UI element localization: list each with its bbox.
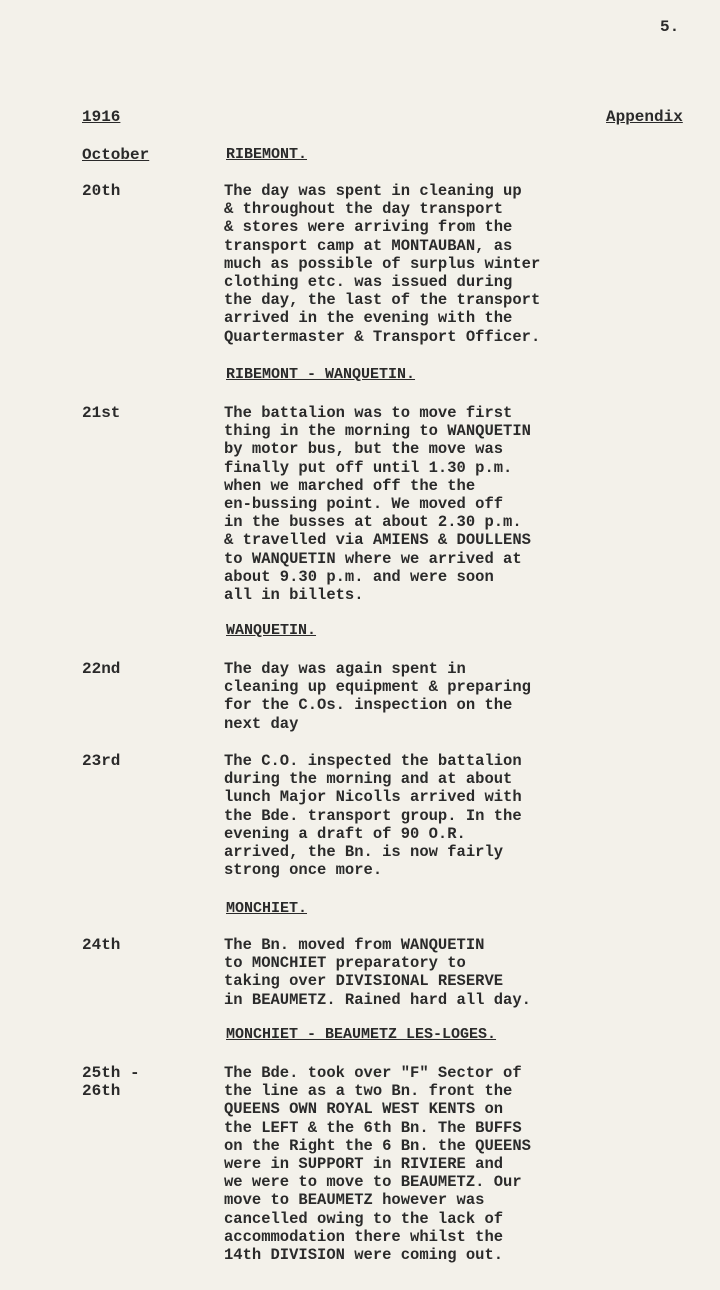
entry-date: 24th [82,936,121,954]
entry-line: in the busses at about 2.30 p.m. [224,513,522,532]
page-number: 5. [660,18,680,36]
entry-line: were in SUPPORT in RIVIERE and [224,1155,504,1174]
entry-line: & stores were arriving from the [224,218,513,237]
entry-line: strong once more. [224,861,383,880]
entry-line: we were to move to BEAUMETZ. Our [224,1173,522,1192]
entry-line: lunch Major Nicolls arrived with [224,788,522,807]
entry-line: about 9.30 p.m. and were soon [224,567,494,586]
entry-text [224,182,604,346]
entry-line: finally put off until 1.30 p.m. [224,458,513,477]
entry-date: 20th [82,182,121,200]
entry-line: for the C.Os. inspection on the [224,696,513,715]
entry-line: the line as a two Bn. front the [224,1082,513,1101]
year-header: 1916 [82,108,121,126]
entry-date: 22nd [82,660,121,678]
entry-line: The battalion was to move first [224,404,513,422]
entry-line: next day [224,714,299,733]
entry-line: cancelled owing to the lack of [224,1209,504,1228]
entry-line: during the morning and at about [224,770,513,789]
entry-line: evening a draft of 90 O.R. [224,824,466,843]
location-heading: MONCHIET. [226,900,308,917]
entry-line: The day was again spent in [224,660,466,678]
entry-line: QUEENS OWN ROYAL WEST KENTS on [224,1100,504,1119]
entry-line: much as possible of surplus winter [224,254,541,273]
entry-line: & travelled via AMIENS & DOULLENS [224,531,531,550]
entry-text [224,936,604,1009]
entry-line: thing in the morning to WANQUETIN [224,422,531,441]
entry-line: when we marched off the the [224,476,476,495]
entry-line: the LEFT & the 6th Bn. The BUFFS [224,1118,522,1137]
entry-line: & throughout the day transport [224,200,504,219]
location-heading: MONCHIET - BEAUMETZ LES-LOGES. [226,1026,497,1043]
entry-line: the Bde. transport group. In the [224,806,522,825]
entry-date: 23rd [82,752,121,770]
entry-line: The day was spent in cleaning up [224,182,522,200]
entry-line: The Bde. took over "F" Sector of [224,1064,522,1082]
entry-line: accommodation there whilst the [224,1227,504,1246]
entry-line: The C.O. inspected the battalion [224,752,522,770]
entry-line: all in billets. [224,586,364,605]
location-heading: RIBEMONT. [226,146,308,163]
entry-line: Quartermaster & Transport Officer. [224,327,541,346]
entry-date: 25th - 26th [82,1064,140,1100]
entry-line: en-bussing point. We moved off [224,495,504,514]
month-header: October [82,146,150,164]
entry-line: on the Right the 6 Bn. the QUEENS [224,1136,531,1155]
entry-line: taking over DIVISIONAL RESERVE [224,972,504,991]
appendix-label: Appendix [606,108,683,126]
entry-line: clothing etc. was issued during [224,273,513,292]
entry-date: 21st [82,404,121,422]
entry-line: to WANQUETIN where we arrived at [224,549,522,568]
entry-line: The Bn. moved from WANQUETIN [224,936,485,954]
entry-line: arrived in the evening with the [224,309,513,328]
entry-line: cleaning up equipment & preparing [224,678,531,697]
entry-text [224,404,604,604]
location-heading: RIBEMONT - WANQUETIN. [226,366,416,383]
entry-line: the day, the last of the transport [224,291,541,310]
entry-line: to MONCHIET preparatory to [224,954,466,973]
entry-line: by motor bus, but the move was [224,440,504,459]
entry-line: in BEAUMETZ. Rained hard all day. [224,990,531,1009]
location-heading: WANQUETIN. [226,622,317,639]
entry-line: move to BEAUMETZ however was [224,1191,485,1210]
entry-text [224,660,604,733]
entry-line: transport camp at MONTAUBAN, as [224,236,513,255]
entry-line: arrived, the Bn. is now fairly [224,843,504,862]
entry-text [224,1064,604,1264]
entry-text [224,752,604,879]
entry-line: 14th DIVISION were coming out. [224,1246,504,1265]
